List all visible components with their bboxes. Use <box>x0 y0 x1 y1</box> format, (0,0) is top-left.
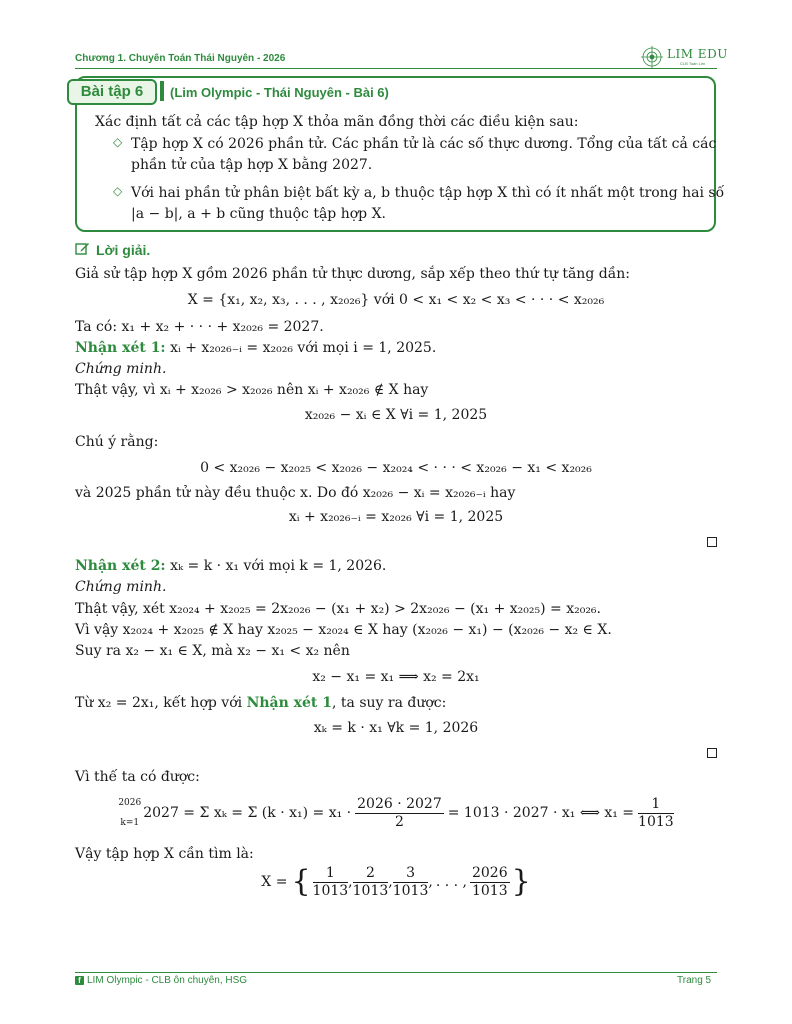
equation-difference-in-set: x₂₀₂₆ − xᵢ ∈ X ∀i = 1, 2025 <box>304 407 488 423</box>
solution-paragraph-9-end: , ta suy ra được: <box>332 695 447 711</box>
set-ellipsis: . . . , <box>435 874 467 890</box>
edit-icon <box>75 241 90 260</box>
final-set-prefix: X = <box>261 874 288 890</box>
facebook-icon: f <box>75 976 84 985</box>
set-fraction-denominator: 1013 <box>392 882 429 899</box>
exercise-tab-label: Bài tập 6 <box>80 83 144 100</box>
exercise-condition-1-line-2: phần tử của tập hợp X bằng 2027. <box>131 157 373 173</box>
remark-1-reference: Nhận xét 1 <box>246 695 332 711</box>
footer-left <box>75 975 247 986</box>
remark-1-label: Nhận xét 1: <box>75 340 166 356</box>
exercise-intro: Xác định tất cả các tập hợp X thỏa mãn đồng thời các điều kiện sau: <box>95 114 579 130</box>
set-fraction-numerator: 1 <box>313 865 349 883</box>
right-brace: } <box>511 864 531 899</box>
equation-sum-left: 2027 = Σ xₖ = Σ (k · x₁) = x₁ · <box>143 805 352 821</box>
exercise-condition-1-line-1: Tập hợp X có 2026 phần tử. Các phần tử là các số thực dương. Tổng của tất cả các <box>131 136 717 152</box>
fraction-numerator: 1 <box>638 796 674 814</box>
proof-label-1: Chứng minh. <box>75 361 167 377</box>
equation-pair-sum: xᵢ + x₂₀₂₆₋ᵢ = x₂₀₂₆ ∀i = 1, 2025 <box>288 509 504 525</box>
logo-subtext: CLB Toán Lim <box>680 61 706 66</box>
footer-divider <box>75 972 717 973</box>
sum-upper-limit: 2026 <box>118 798 142 808</box>
qed-box <box>707 748 717 758</box>
equation-x2-equals-2x1: x₂ − x₁ = x₁ ⟹ x₂ = 2x₁ <box>312 669 480 685</box>
equation-sum-solve <box>75 788 717 838</box>
solution-paragraph-3: Thật vậy, vì xᵢ + x₂₀₂₆ > x₂₀₂₆ nên xᵢ + x₂₀₂₆ ∉ X hay <box>75 382 429 398</box>
solution-paragraph-9-start: Từ x₂ = 2x₁, kết hợp với <box>75 695 243 711</box>
solution-heading: Lời giải. <box>96 242 151 258</box>
solution-paragraph-4: Chú ý rằng: <box>75 434 159 450</box>
equation-chain-inequality: 0 < x₂₀₂₆ − x₂₀₂₅ < x₂₀₂₆ − x₂₀₂₄ < · · · < x₂₀₂₆ − x₁ < x₂₀₂₆ <box>200 460 592 476</box>
set-fraction-numerator: 2026 <box>471 864 508 881</box>
equation-xk-formula: xₖ = k · x₁ ∀k = 1, 2026 <box>313 720 479 736</box>
header-divider <box>75 68 717 69</box>
page-header-title: Chương 1. Chuyên Toán Thái Nguyên - 2026 <box>75 53 286 64</box>
remark-1-text: xᵢ + x₂₀₂₆₋ᵢ = x₂₀₂₆ với mọi i = 1, 2025. <box>170 340 437 356</box>
solution-sum-statement: Ta có: x₁ + x₂ + · · · + x₂₀₂₆ = 2027. <box>75 319 324 335</box>
solution-paragraph-11: Vậy tập hợp X cần tìm là: <box>75 846 254 862</box>
sum-lower-limit: k=1 <box>120 818 140 828</box>
solution-paragraph-1: Giả sử tập hợp X gồm 2026 phần tử thực dương, sắp xếp theo thứ tự tăng dần: <box>75 266 631 282</box>
equation-set-order: X = {x₁, x₂, x₃, . . . , x₂₀₂₆} với 0 < x₁ < x₂ < x₃ < · · · < x₂₀₂₆ <box>187 292 605 308</box>
solution-paragraph-8: Suy ra x₂ − x₁ ∈ X, mà x₂ − x₁ < x₂ nên <box>75 643 350 659</box>
solution-paragraph-6: Thật vậy, xét x₂₀₂₄ + x₂₀₂₅ = 2x₂₀₂₆ − (x₁ + x₂) > 2x₂₀₂₆ − (x₁ + x₂₀₂₅) = x₂₀₂₆. <box>75 601 601 617</box>
remark-2-label: Nhận xét 2: <box>75 558 166 574</box>
equation-sum-right: = 1013 · 2027 · x₁ ⟺ x₁ = <box>447 805 635 821</box>
left-brace: { <box>291 864 311 899</box>
exercise-subtitle: (Lim Olympic - Thái Nguyên - Bài 6) <box>170 85 389 100</box>
logo-text: LIM EDU <box>667 47 728 61</box>
set-fraction-denominator: 1013 <box>471 882 508 899</box>
exercise-tab-bar <box>160 81 164 101</box>
solution-paragraph-5: và 2025 phần tử này đều thuộc x. Do đó x₂₀₂₆ − xᵢ = x₂₀₂₆₋ᵢ hay <box>75 485 516 501</box>
diamond-bullet-icon: ◇ <box>113 184 123 198</box>
fraction-numerator: 2026 · 2027 <box>357 795 442 812</box>
set-fraction-denominator: 1013 <box>312 882 349 899</box>
fraction-denominator: 2 <box>394 813 404 830</box>
solution-paragraph-10: Vì thế ta có được: <box>75 769 200 785</box>
footer-left-text: LIM Olympic - CLB ôn chuyên, HSG <box>87 975 248 986</box>
exercise-condition-2-line-1: Với hai phần tử phân biệt bất kỳ a, b thuộc tập hợp X thì có ít nhất một trong hai số <box>131 185 725 201</box>
set-fraction-numerator: 2 <box>353 865 389 883</box>
equation-final-set: X = { $\frac{1}{1013}$ , $\frac{2}{1013}$ , $\frac{3}{1013}$ , . . . , $\frac{2026}{1013}$ } <box>261 864 531 899</box>
set-fraction-numerator: 3 <box>393 865 429 883</box>
solution-paragraph-7: Vì vậy x₂₀₂₄ + x₂₀₂₅ ∉ X hay x₂₀₂₅ − x₂₀₂₄ ∈ X hay (x₂₀₂₆ − x₁) − (x₂₀₂₆ − x₂ ∈ X. <box>75 622 612 638</box>
remark-2-text: xₖ = k · x₁ với mọi k = 1, 2026. <box>170 558 387 574</box>
set-fraction-denominator: 1013 <box>352 882 389 899</box>
diamond-bullet-icon: ◇ <box>113 135 123 149</box>
fraction-denominator: 1013 <box>638 813 674 830</box>
page-number: Trang 5 <box>677 975 712 986</box>
qed-box <box>707 537 717 547</box>
exercise-condition-2-line-2: |a − b|, a + b cũng thuộc tập hợp X. <box>131 206 386 222</box>
proof-label-2: Chứng minh. <box>75 579 167 595</box>
